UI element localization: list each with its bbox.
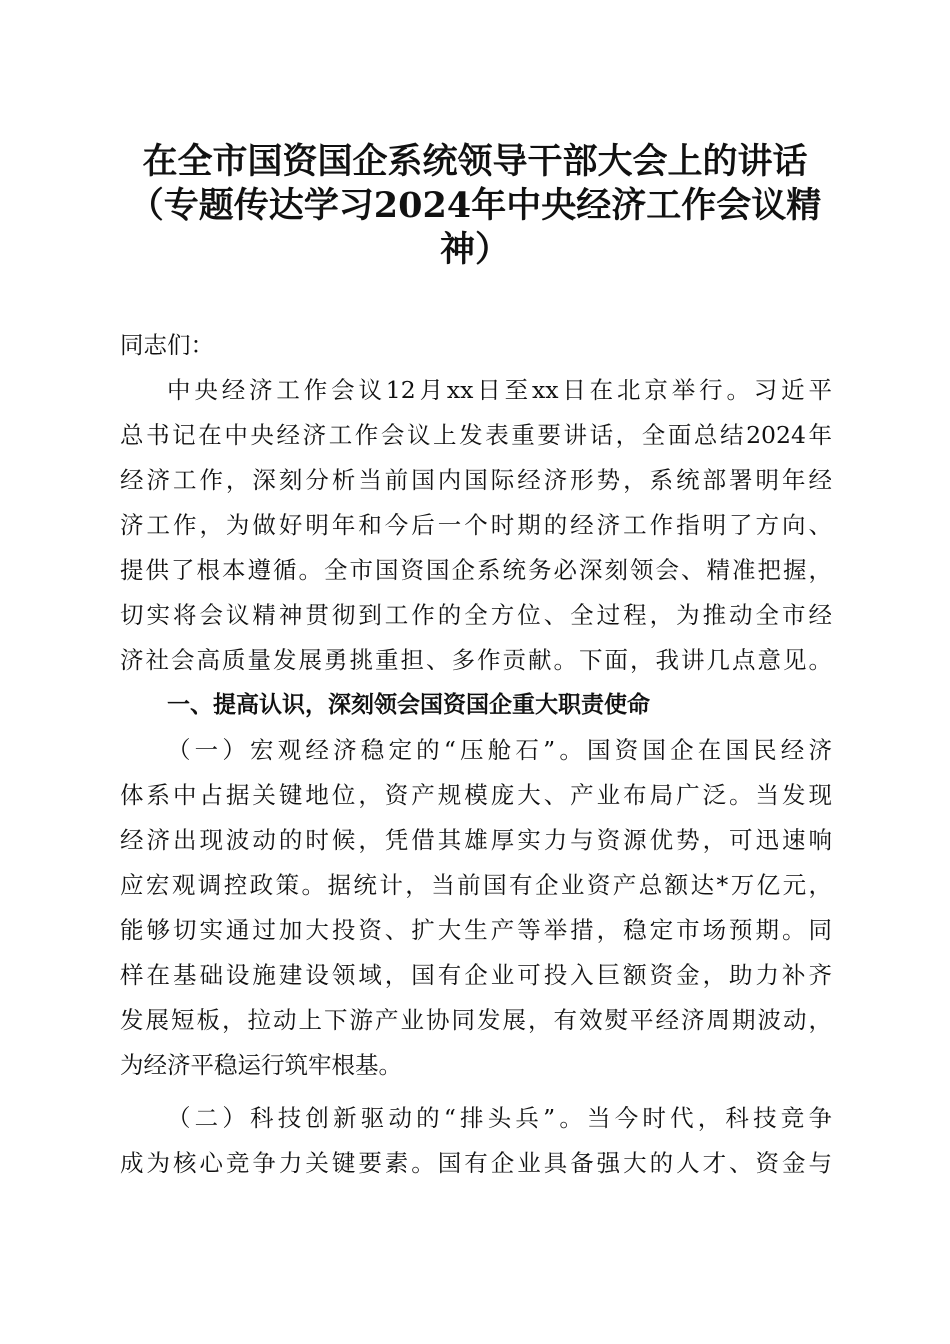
paragraph-line: 为经济平稳运行筑牢根基。	[120, 1051, 402, 1079]
intro-line: 济社会高质量发展勇挑重担、多作贡献。下面，我讲几点意见。	[120, 646, 832, 674]
paragraph-line: 经济出现波动的时候，凭借其雄厚实力与资源优势，可迅速响	[120, 826, 832, 854]
document-body	[120, 323, 832, 1186]
paragraph-line: 能够切实通过加大投资、扩大生产等举措，稳定市场预期。同	[120, 916, 832, 944]
intro-line: 提供了根本遵循。全市国资国企系统务必深刻领会、精准把握，	[120, 556, 832, 584]
paragraph-one	[120, 728, 832, 1088]
intro-paragraph	[120, 368, 832, 683]
document-title	[100, 140, 850, 272]
paragraph-line: （一）宏观经济稳定的“压舱石”。国资国企在国民经济	[167, 736, 832, 764]
intro-line: 切实将会议精神贯彻到工作的全方位、全过程，为推动全市经	[120, 601, 832, 629]
title-line-3: 神）	[439, 229, 510, 270]
title-line-2: （专题传达学习2024年中央经济工作会议精	[128, 185, 822, 226]
paragraph-line: 体系中占据关键地位，资产规模庞大、产业布局广泛。当发现	[120, 781, 832, 809]
intro-line: 中央经济工作会议12月xx日至xx日在北京举行。习近平	[167, 376, 832, 404]
paragraph-gap	[120, 1088, 832, 1096]
paragraph-line: 样在基础设施建设领域，国有企业可投入巨额资金，助力补齐	[120, 961, 832, 989]
paragraph-line: 发展短板，拉动上下游产业协同发展，有效熨平经济周期波动，	[120, 1006, 832, 1034]
intro-line: 济工作，为做好明年和今后一个时期的经济工作指明了方向、	[120, 511, 832, 539]
section-heading: 一、提高认识，深刻领会国资国企重大职责使命	[167, 692, 650, 718]
intro-line: 经济工作，深刻分析当前国内国际经济形势，系统部署明年经	[120, 466, 832, 494]
intro-line: 总书记在中央经济工作会议上发表重要讲话，全面总结2024年	[120, 421, 832, 449]
paragraph-two	[120, 1096, 832, 1186]
paragraph-line: （二）科技创新驱动的“排头兵”。当今时代，科技竞争	[167, 1104, 832, 1132]
paragraph-line: 应宏观调控政策。据统计，当前国有企业资产总额达*万亿元，	[120, 871, 832, 899]
title-line-1: 在全市国资国企系统领导干部大会上的讲话	[142, 141, 808, 182]
paragraph-line: 成为核心竞争力关键要素。国有企业具备强大的人才、资金与	[120, 1149, 832, 1177]
salutation: 同志们：	[120, 331, 214, 359]
